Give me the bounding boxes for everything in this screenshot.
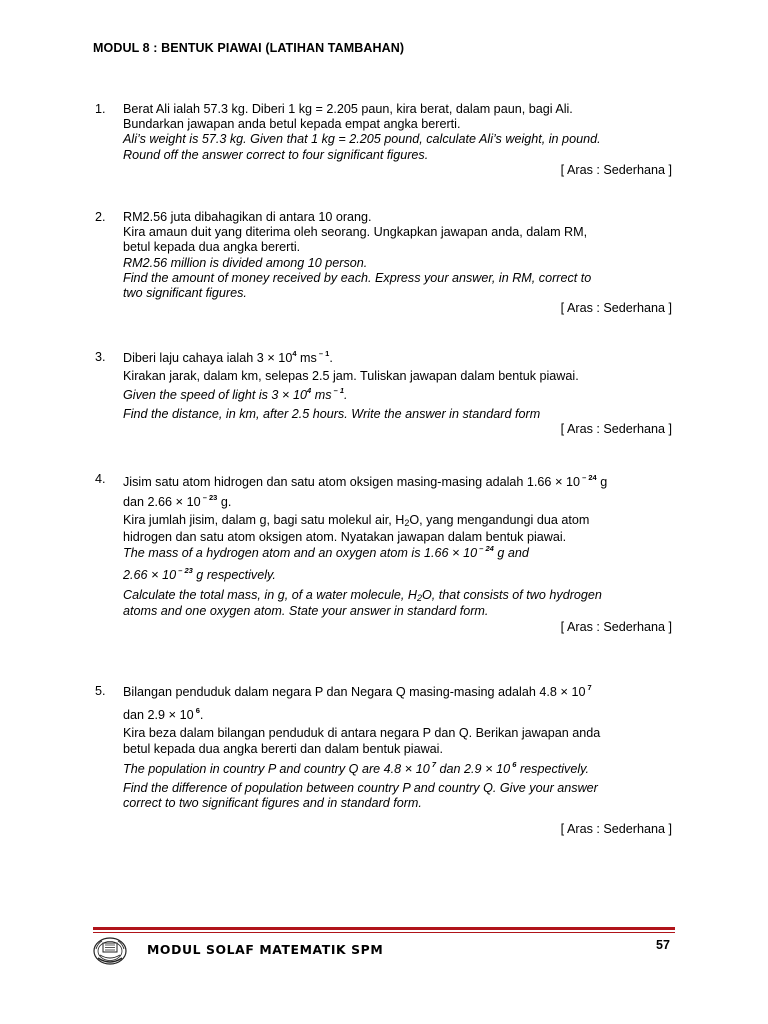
times-symbol: × — [560, 684, 568, 699]
question-text-ms: hidrogen dan satu atom oksigen atom. Nyatakan jawapan dalam bentuk piawai. — [123, 529, 567, 544]
question-text-ms: Kira jumlah jisim, dalam g, bagi satu molekul air, $H_2O$, yang mengandungi dua atom — [123, 513, 590, 529]
question-text-en: RM2.56 million is divided among 10 person. — [123, 255, 368, 270]
times-symbol: × — [485, 760, 493, 776]
times-symbol: × — [554, 474, 563, 489]
question-text-ms: betul kepada dua angka bererti dan dalam bentuk piawai. — [123, 741, 443, 756]
difficulty-level: [ Aras : Sederhana ] — [560, 301, 672, 316]
difficulty-level: [ Aras : Sederhana ] — [560, 421, 672, 436]
difficulty-level: [ Aras : Sederhana ] — [560, 619, 672, 634]
question-text-ms: betul kepada dua angka bererti. — [123, 240, 301, 255]
difficulty-level: [ Aras : Sederhana ] — [560, 162, 672, 177]
question-text-ms: dan 2.66 × 10 $^{- 23}$ g. — [123, 493, 232, 510]
question-text-en: Calculate the total mass, in g, of a water molecule, $H_2O$, that consists of two hydrogen — [123, 588, 602, 604]
times-symbol: × — [267, 350, 275, 365]
page-title: MODUL 8 : BENTUK PIAWAI (LATIHAN TAMBAHAN) — [93, 41, 405, 55]
question-number: 2. — [95, 210, 106, 224]
times-symbol: × — [168, 707, 177, 723]
question-text-ms: Kira amaun duit yang diterima oleh seorang. Ungkapkan jawapan anda, dalam RM, — [123, 225, 588, 240]
footer-rule-thin — [93, 932, 675, 933]
footer-rule-thick — [93, 927, 675, 930]
question-text-ms: dan 2.9 × 10 $^6$. — [123, 706, 204, 723]
question-text-ms: Bundarkan jawapan anda betul kepada empat angka bererti. — [123, 117, 461, 132]
question-text-en: Find the distance, in km, after 2.5 hours. Write the answer in standard form — [123, 406, 541, 421]
times-symbol: × — [151, 567, 159, 583]
question-text-en: The population in country P and country Q are 4.8 × 10 $^7$ dan 2.9 × 10 $^6$ respectively. — [123, 759, 590, 776]
times-symbol: × — [404, 760, 413, 776]
footer-title: MODUL SOLAF MATEMATIK SPM — [147, 942, 384, 957]
times-symbol: × — [452, 544, 460, 560]
question-number: 5. — [95, 684, 106, 698]
question-text-ms: Kira beza dalam bilangan penduduk di antara negara P dan Q. Berikan jawapan anda — [123, 726, 601, 741]
question-text-ms: Berat Ali ialah 57.3 kg. Diberi 1 kg = 2.205 paun, kira berat, dalam paun, bagi Ali. — [123, 102, 573, 116]
question-text-en: atoms and one oxygen atom. State your answer in standard form. — [123, 604, 489, 619]
question-text-en: correct to two significant figures and in standard form. — [123, 796, 422, 811]
question-2 — [95, 210, 675, 316]
question-text-en: 2.66 × 10 $^{- 23}$ g respectively. — [123, 566, 276, 583]
times-symbol: × — [175, 494, 184, 510]
question-text-en: Given the speed of light is $3 \times 10^4$ ms $^{- 1}$. — [123, 386, 348, 403]
question-number: 1. — [95, 102, 106, 116]
question-text-ms: Bilangan penduduk dalam negara P dan Negara Q masing-masing adalah 4.8 × 10 $^7$ — [123, 683, 592, 699]
question-text-ms: Kirakan jarak, dalam km, selepas 2.5 jam. Tuliskan jawapan dalam bentuk piawai. — [123, 369, 579, 384]
question-text-ms: RM2.56 juta dibahagikan di antara 10 orang. — [123, 210, 372, 224]
question-4 — [95, 472, 675, 635]
question-text-en: Ali’s weight is 57.3 kg. Given that 1 kg = 2.205 pound, calculate Ali’s weight, in pound. — [123, 132, 601, 147]
question-text-en: The mass of a hydrogen atom and an oxygen atom is 1.66 × 10 $^{- 24}$ g and — [123, 543, 529, 560]
question-text-en: Find the difference of population between country P and country Q. Give your answer — [123, 781, 598, 796]
school-emblem-icon — [92, 934, 128, 966]
question-text-en: Round off the answer correct to four significant figures. — [123, 147, 429, 162]
question-text-en: two significant figures. — [123, 286, 247, 301]
difficulty-level: [ Aras : Sederhana ] — [560, 822, 672, 837]
question-5 — [95, 684, 675, 838]
times-symbol: × — [281, 387, 290, 403]
question-3 — [95, 350, 675, 437]
question-1 — [95, 102, 675, 178]
question-text-en: Find the amount of money received by each. Express your answer, in RM, correct to — [123, 270, 592, 285]
question-text-ms: Diberi laju cahaya ialah $3 \times 10^4$ ms $^{- 1}$. — [123, 349, 333, 365]
question-number: 4. — [95, 472, 106, 486]
question-number: 3. — [95, 350, 106, 364]
page-number: 57 — [656, 938, 670, 952]
question-text-ms: Jisim satu atom hidrogen dan satu atom oksigen masing-masing adalah 1.66 × 10 $^{- 24}$ g — [123, 473, 608, 489]
